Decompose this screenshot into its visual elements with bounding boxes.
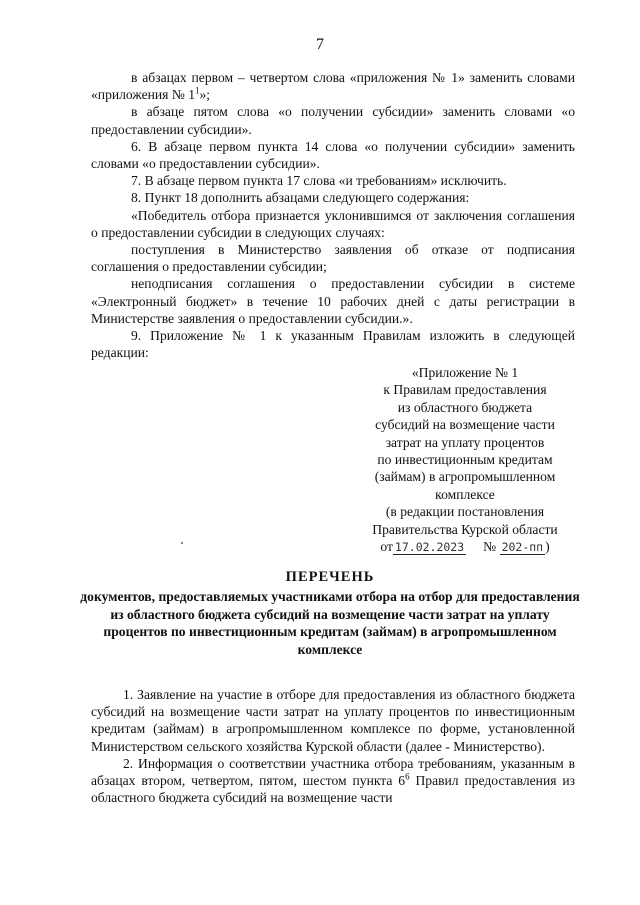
paragraph: 6. В абзаце первом пункта 14 слова «о получении субсидии» заменить словами «о предоставлении субсидии». (91, 138, 575, 172)
appendix-line: комплексе (435, 486, 495, 502)
heading-title: ПЕРЕЧЕНЬ (285, 569, 375, 585)
appendix-line: из областного бюджета (397, 399, 533, 415)
appendix-line: по инвестиционным кредитам (377, 452, 553, 468)
appendix-line: затрат на уплату процентов (385, 434, 545, 450)
paragraph: 9. Приложение № 1 к указанным Правилам изложить в следующей редакции: (91, 328, 575, 361)
appendix-header (355, 364, 575, 556)
appendix-line: Правительства Курской области (372, 521, 558, 537)
page-number: 7 (316, 36, 324, 53)
approval-number-label: № (483, 539, 497, 555)
approval-line (355, 538, 575, 556)
list-item: 2. Информация о соответствии участника отбора требованиям, указанным в абзацах втором, четвертом, пятом, шестом пункта $6^6$ Правил предоставления из областного бюджета субсидий на возмещение части (91, 755, 575, 806)
paragraph: 7. В абзаце первом пункта 17 слова «и требованиям» исключить. (131, 173, 507, 189)
amendments-text (91, 69, 575, 361)
paragraph: поступления в Министерство заявления об отказе от подписания соглашения о предоставлении субсидии; (91, 242, 575, 275)
scan-speck (181, 542, 183, 544)
paragraph: в абзацах первом – четвертом слова «приложения № 1» заменить словами «приложения № $1^1$»; (91, 70, 575, 103)
heading-subtitle: документов, предоставляемых участниками отбора на отбор для предоставления из областного бюджета субсидий на возмещение части затрат на уплату процентов по инвестиционным кредитам (займам) в агропромышленном комплексе (80, 589, 580, 657)
list-heading (80, 568, 580, 658)
paragraph: в абзаце пятом слова «о получении субсидии» заменить словами «о предоставлении субсидии». (91, 104, 575, 137)
appendix-line: субсидий на возмещение части (375, 417, 555, 433)
paragraph: неподписания соглашения о предоставлении субсидии в системе «Электронный бюджет» в течение 10 рабочих дней с даты регистрации в Министерстве заявления о предоставлении субсидии.». (91, 276, 575, 326)
appendix-line: «Приложение № 1 (411, 365, 519, 380)
paragraph: «Победитель отбора признается уклонившимся от заключения соглашения о предоставлении субсидии в следующих случаях: (91, 207, 575, 240)
list-item: 1. Заявление на участие в отборе для предоставления из областного бюджета субсидий на возмещение части затрат на уплату процентов по инвестиционным кредитам (займам) в агропромышленном комплексе по форме, установленной Министерством сельского хозяйства Курской области (далее - Министерство). (91, 687, 575, 754)
approval-number: 202-пп (501, 540, 544, 555)
approval-suffix: ) (545, 539, 550, 555)
appendix-line: (займам) в агропромышленном (374, 469, 556, 485)
appendix-line: к Правилам предоставления (383, 382, 547, 398)
approval-date: 17.02.2023 (394, 540, 465, 555)
appendix-line: (в редакции постановления (385, 504, 545, 520)
paragraph: 8. Пункт 18 дополнить абзацами следующего содержания: (131, 190, 470, 206)
documents-list (91, 686, 575, 806)
approval-prefix: от (380, 539, 393, 555)
